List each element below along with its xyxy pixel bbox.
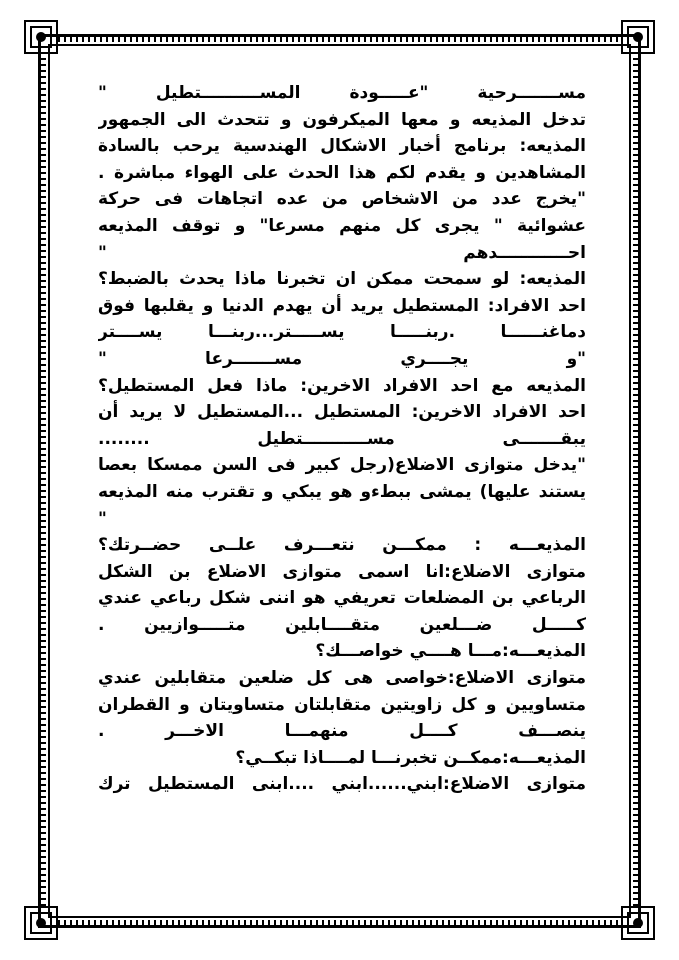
text-line: احد الافراد: المستطيل يريد أن يهدم الدنيا و يقلبها فوق <box>98 295 586 316</box>
text-line: المذيعـــه:ممكــن تخبرنـــا لمــــاذا تبكــي؟ <box>235 747 586 768</box>
text-line: "يدخل متوازى الاضلاع(رجل كبير فى السن ممسكا بعصا <box>98 455 586 476</box>
text-line: احــــــــــــدهم " <box>98 242 586 263</box>
corner-ornament-icon <box>24 906 58 940</box>
text-line: المذيعـــه : ممكـــن نتعـــرف علــى حضــرتك؟ <box>98 535 586 556</box>
corner-ornament-icon <box>621 906 655 940</box>
text-line: "و يجــــري مســـــــرعا " <box>98 348 586 369</box>
text-line: يبقـــــــى مســـــــــــتطيل ........ <box>98 428 586 449</box>
text-line: "يخرج عدد من الاشخاص من عده اتجاهات فى حركة <box>98 189 586 210</box>
text-line: المشاهدين و يقدم لكم هذا الحدث على الهواء مباشرة . <box>98 162 586 183</box>
text-line: متوازى الاضلاع:خواصى هى كل ضلعين متقابلين عندي <box>98 668 586 689</box>
text-line: احد الافراد الاخرين: المستطيل ...المستطيل لا يريد أن <box>98 402 586 423</box>
border-pattern-right <box>633 54 639 906</box>
text-line: عشوائية " يجرى كل منهم مسرعا" و توقف المذيعه <box>98 215 586 236</box>
text-line: متوازى الاضلاع:ابني......ابني ....ابنى المستطيل ترك <box>98 774 586 795</box>
text-line: المذيعـــه:مـــا هــــي خواصـــك؟ <box>315 641 586 662</box>
text-line: المذيعه: لو سمحت ممكن ان تخبرنا ماذا يحدث بالضبط؟ <box>98 269 586 290</box>
border-pattern-left <box>40 54 46 906</box>
text-line: كـــــل ضـــلعين متقــــابلين متـــــوازيين . <box>98 614 586 635</box>
border-pattern-top <box>58 36 621 42</box>
text-line: " <box>98 508 107 529</box>
text-line: متساويين و كل زاويتين متقابلتان متساويتان و القطران <box>98 694 586 715</box>
text-line: المذيعه: برنامج أخبار الاشكال الهندسية يرحب بالسادة <box>98 136 586 157</box>
text-line: متوازى الاضلاع:انا اسمى متوازى الاضلاع بن الشكل <box>98 561 586 582</box>
text-line: يستند عليها) يمشى ببطءو هو يبكي و تقترب منه المذيعه <box>98 481 586 502</box>
corner-ornament-icon <box>24 20 58 54</box>
corner-ornament-icon <box>621 20 655 54</box>
title-line: مســـــــرحية "عـــــودة المســــــــــتطيل " <box>98 83 586 103</box>
border-pattern-bottom <box>58 920 621 926</box>
text-line: ينصـــف كــــل منهمـــا الاخـــر . <box>98 721 586 742</box>
text-line: تدخل المذيعه و معها الميكرفون و تتحدث الى الجمهور <box>98 109 586 130</box>
text-line: المذيعه مع احد الافراد الاخرين: ماذا فعل المستطيل؟ <box>98 375 586 396</box>
text-line: الرباعي بن المضلعات تعريفي هو اننى شكل رباعي عندي <box>98 588 586 609</box>
text-line: دماغنــــــا .ربنـــــا يســـــتر...ربنـــا يســــتر <box>98 322 586 343</box>
play-script-text <box>98 80 586 798</box>
